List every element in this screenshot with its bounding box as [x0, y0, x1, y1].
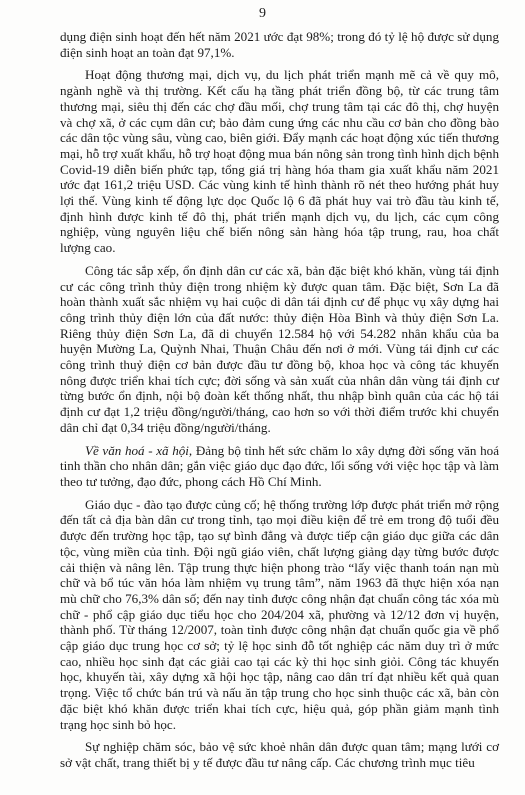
- paragraph-culture-society: [60, 443, 499, 490]
- page-number: 9: [259, 6, 266, 21]
- paragraph-electricity: dụng điện sinh hoạt đến hết năm 2021 ước đạt 98%; trong đó tỷ lệ hộ được sử dụng điện sinh hoạt an toàn đạt 97,1%.: [60, 29, 499, 60]
- paragraph-trade-services: Hoạt động thương mại, dịch vụ, du lịch phát triển mạnh mẽ cả về quy mô, ngành nghề và thị trường. Kết cấu hạ tầng phát triển đồng bộ, từ các trung tâm thương mại, siêu thị đến các chợ đầu mối, chợ trung tâm tại các đô thị, chợ huyện và chợ xã, ở các cụm dân cư; bảo đảm cung ứng các nhu cầu cơ bản cho đồng bào các dân tộc vùng sâu, vùng cao, biên giới. Đẩy mạnh các hoạt động xúc tiến thương mại, hỗ trợ xuất khẩu, hỗ trợ hoạt động mua bán nông sản trong tình hình dịch bệnh Covid-19 diễn biến phức tạp, tổng giá trị hàng hóa tham gia xuất khẩu năm 2021 ước đạt 161,2 triệu USD. Các vùng kinh tế hình thành rõ nét theo hướng phát huy lợi thế. Vùng kinh tế động lực dọc Quốc lộ 6 đã phát huy vai trò đầu tàu kinh tế, định hình được kinh tế đô thị, phát triển mạnh dịch vụ, du lịch, các cụm công nghiệp, vùng nguyên liệu chế biến nông sản hàng hóa tập trung, rau, hoa chất lượng cao.: [60, 67, 499, 256]
- paragraph-culture-text: Đảng bộ tỉnh hết sức chăm lo xây dựng đời sống văn hoá tinh thần cho nhân dân; gắn việc giáo dục đạo đức, lối sống với việc học tập và làm theo tư tưởng, đạo đức, phong cách Hồ Chí Minh.: [60, 442, 500, 489]
- paragraph-resettlement: Công tác sắp xếp, ổn định dân cư các xã, bản đặc biệt khó khăn, vùng tái định cư các công trình thủy điện trong nhiệm kỳ được quan tâm. Đặc biệt, Sơn La đã hoàn thành xuất sắc nhiệm vụ hai cuộc di dân tái định cư để phục vụ xây dựng hai công trình thủy điện lớn của đất nước: thủy điện Hòa Bình và thủy điện Sơn La. Riêng thủy điện Sơn La, đã di chuyển 12.584 hộ với 54.282 nhân khẩu của ba huyện Mường La, Quỳnh Nhai, Thuận Châu đến nơi ở mới. Vùng tái định cư các công trình thuỷ điện cơ bản được đầu tư đồng bộ, khoa học và công tác khuyến nông được triển khai tích cực; đời sống và sản xuất của nhân dân vùng tái định cư từng bước ổn định, nội bộ đoàn kết thống nhất, thu nhập bình quân của các hộ tái định cư đạt 1,2 triệu đồng/người/tháng, cao hơn so với thời điểm trước khi chuyển dân chỉ đạt 0,34 triệu đồng/người/tháng.: [60, 262, 499, 435]
- body-text: [60, 29, 499, 771]
- section-lead-culture: Về văn hoá - xã hội,: [85, 442, 193, 458]
- paragraph-healthcare: Sự nghiệp chăm sóc, bảo vệ sức khoẻ nhân dân được quan tâm; mạng lưới cơ sở vật chất, trang thiết bị y tế được đầu tư nâng cấp. Các chương trình mục tiêu: [60, 739, 499, 770]
- paragraph-education: Giáo dục - đào tạo được củng cố; hệ thống trường lớp được phát triển mở rộng đến tất cả địa bàn dân cư trong tỉnh, tạo mọi điều kiện để trẻ em trong độ tuổi đều được đến trường học tập, tạo sự bình đẳng và được tiếp cận giáo dục giữa các dân tộc, vùng miền của tỉnh. Đội ngũ giáo viên, chất lượng giảng dạy từng bước được cải thiện và nâng lên. Tập trung thực hiện phong trào “lấy việc thanh toán nạn mù chữ và bổ túc văn hóa làm nhiệm vụ trung tâm”, năm 1963 đã thực hiện xóa nạn mù chữ cho 76,3% dân số; đến nay tỉnh được công nhận đạt chuẩn công tác xóa mù chữ - phổ cập giáo dục tiểu học cho 204/204 xã, phường và 12/12 đơn vị huyện, thành phố. Từ tháng 12/2007, toàn tỉnh được công nhận đạt chuẩn quốc gia về phổ cập giáo dục trung học cơ sở; tỷ lệ học sinh đỗ tốt nghiệp các năm duy trì ở mức cao, nhiều học sinh đạt các giải cao tại các kỳ thi học sinh giỏi. Công tác khuyến học, khuyến tài, xây dựng xã hội học tập, nâng cao dân trí đạt nhiều kết quả quan trọng. Việc tổ chức bán trú và nấu ăn tập trung cho học sinh thuộc các xã, bản còn đặc biệt khó khăn được triển khai tích cực, hiệu quả, góp phần giảm mạnh tình trạng học sinh bỏ học.: [60, 496, 499, 732]
